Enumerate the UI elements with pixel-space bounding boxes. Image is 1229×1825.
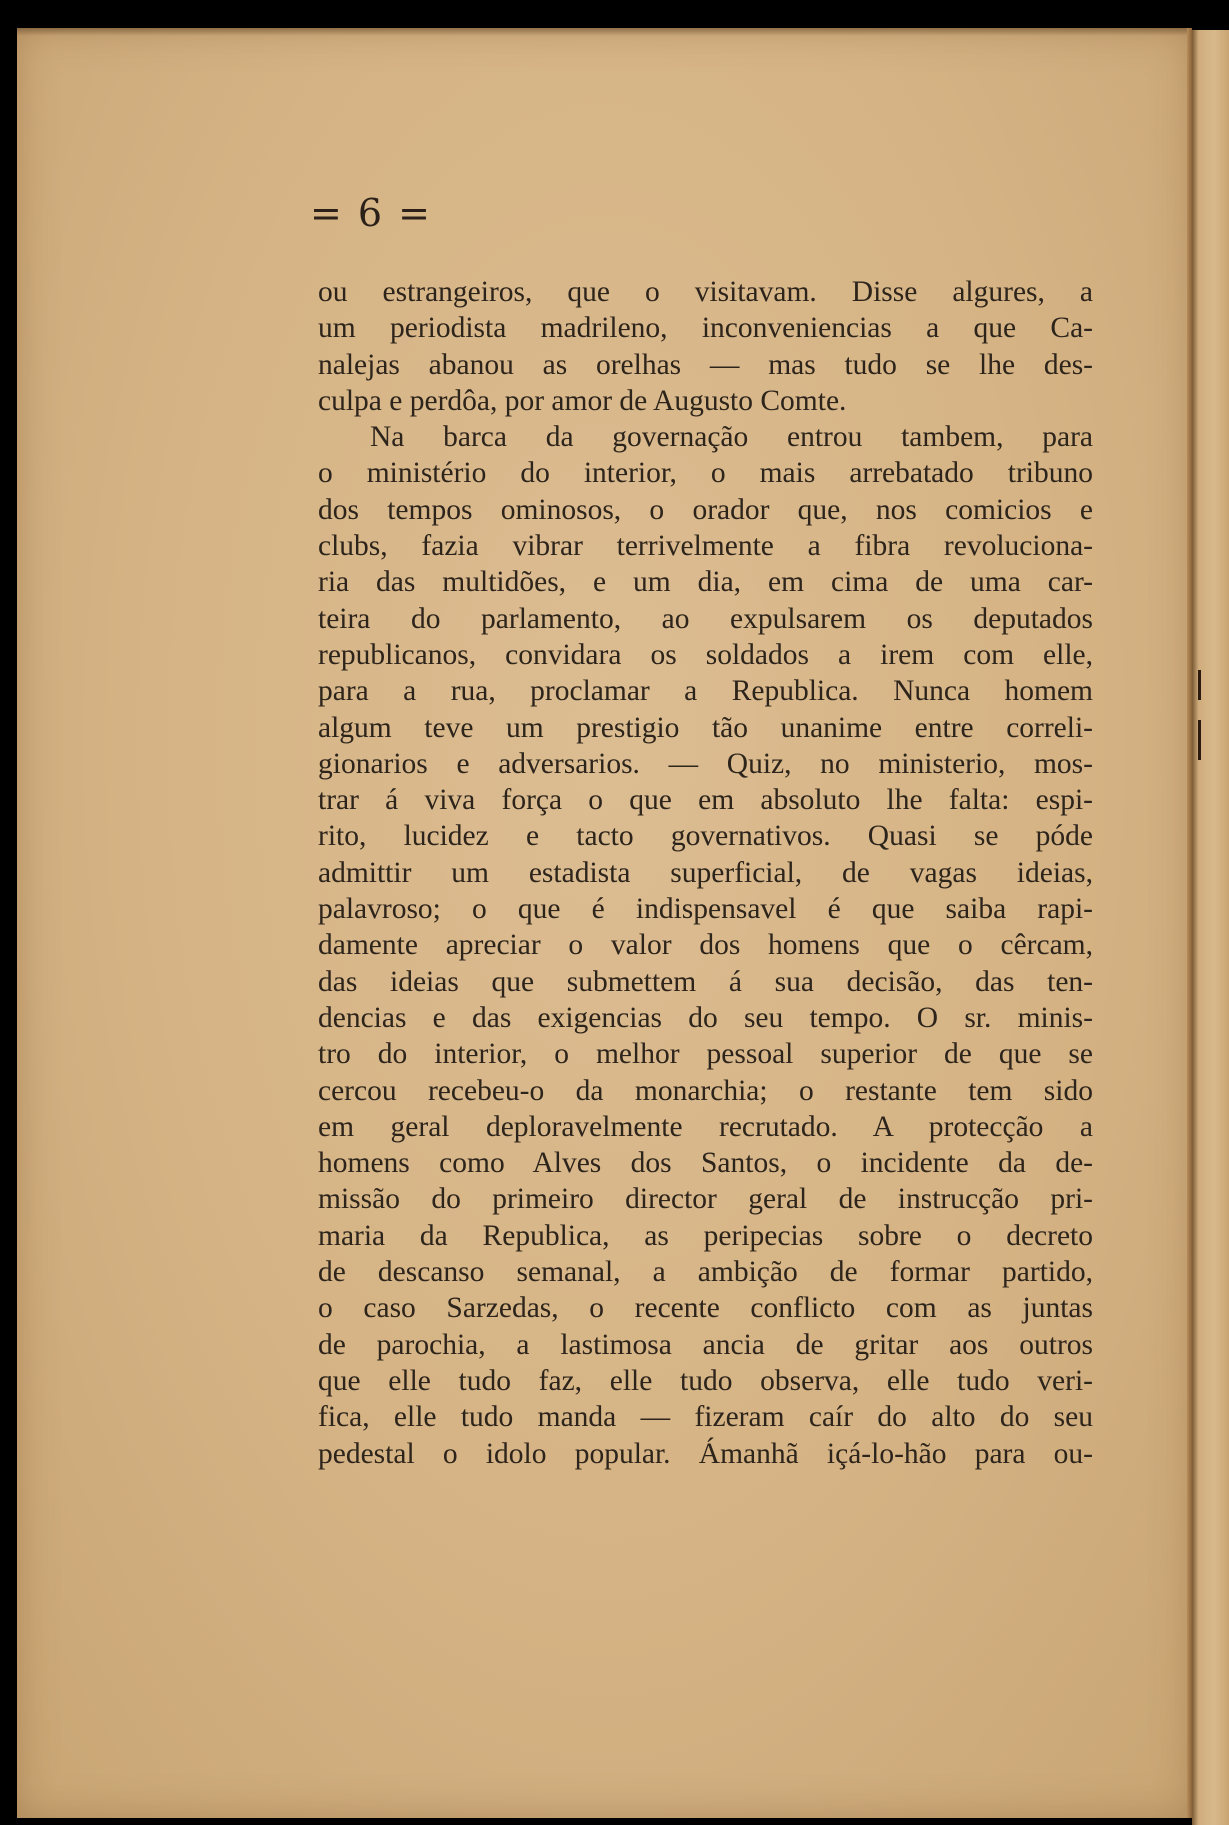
text-line: missão do primeiro director geral de instrucção pri- — [318, 1183, 1093, 1216]
document-page — [17, 28, 1192, 1818]
text-line: palavroso; o que é indispensavel é que saiba rapi- — [318, 893, 1093, 926]
binding-mark — [1198, 720, 1201, 760]
text-line: rito, lucidez e tacto governativos. Quasi se póde — [318, 820, 1093, 853]
text-line: culpa e perdôa, por amor de Augusto Comte. — [318, 384, 847, 417]
text-line: em geral deploravelmente recrutado. A protecção a — [318, 1110, 1093, 1143]
text-line: tro do interior, o melhor pessoal superior de que se — [318, 1038, 1093, 1071]
text-line: o caso Sarzedas, o recente conflicto com as juntas — [318, 1292, 1093, 1325]
text-line: cercou recebeu-o da monarchia; o restante tem sido — [318, 1074, 1093, 1107]
text-line: Na barca da governação entrou tambem, para — [370, 421, 1093, 454]
page-top-edge — [17, 28, 1192, 36]
text-line: teira do parlamento, ao expulsarem os deputados — [318, 602, 1093, 635]
text-line: um periodista madrileno, inconveniencias a que Ca- — [318, 312, 1093, 345]
text-line: ria das multidões, e um dia, em cima de uma car- — [318, 566, 1093, 599]
text-line: que elle tudo faz, elle tudo observa, elle tudo veri- — [318, 1364, 1093, 1397]
text-line: gionarios e adversarios. — Quiz, no ministerio, mos- — [318, 747, 1093, 780]
page-right-edge — [1187, 28, 1192, 1818]
text-line: ou estrangeiros, que o visitavam. Disse algures, a — [318, 276, 1093, 308]
body-text — [318, 274, 1093, 1472]
text-line: para a rua, proclamar a Republica. Nunca homem — [318, 675, 1093, 708]
text-line: admittir um estadista superficial, de vagas ideias, — [318, 856, 1093, 889]
text-line: republicanos, convidara os soldados a irem com elle, — [318, 638, 1093, 671]
text-line: de parochia, a lastimosa ancia de gritar aos outros — [318, 1328, 1093, 1361]
text-line: algum teve um prestigio tão unanime entre correli- — [318, 711, 1093, 744]
adjacent-page-edge — [1192, 30, 1229, 1825]
text-line: trar á viva força o que em absoluto lhe falta: espi- — [318, 784, 1093, 817]
text-line: das ideias que submettem á sua decisão, das ten- — [318, 965, 1093, 998]
text-line: dencias e das exigencias do seu tempo. O sr. minis- — [318, 1001, 1093, 1034]
page-number: = 6 = — [310, 191, 433, 235]
text-line: clubs, fazia vibrar terrivelmente a fibra revoluciona- — [318, 530, 1093, 563]
text-line: homens como Alves dos Santos, o incidente da de- — [318, 1147, 1093, 1180]
text-line: dos tempos ominosos, o orador que, nos comicios e — [318, 493, 1093, 526]
text-line: o ministério do interior, o mais arrebatado tribuno — [318, 457, 1093, 490]
binding-mark — [1198, 670, 1201, 700]
text-line: fica, elle tudo manda — fizeram caír do alto do seu — [318, 1401, 1093, 1434]
text-line: damente apreciar o valor dos homens que o cêrcam, — [318, 929, 1093, 962]
text-line: nalejas abanou as orelhas — mas tudo se lhe des- — [318, 348, 1093, 381]
text-line: pedestal o idolo popular. Ámanhã içá-lo-hão para ou- — [318, 1437, 1093, 1470]
text-line: maria da Republica, as peripecias sobre o decreto — [318, 1219, 1093, 1252]
text-line: de descanso semanal, a ambição de formar partido, — [318, 1256, 1093, 1289]
